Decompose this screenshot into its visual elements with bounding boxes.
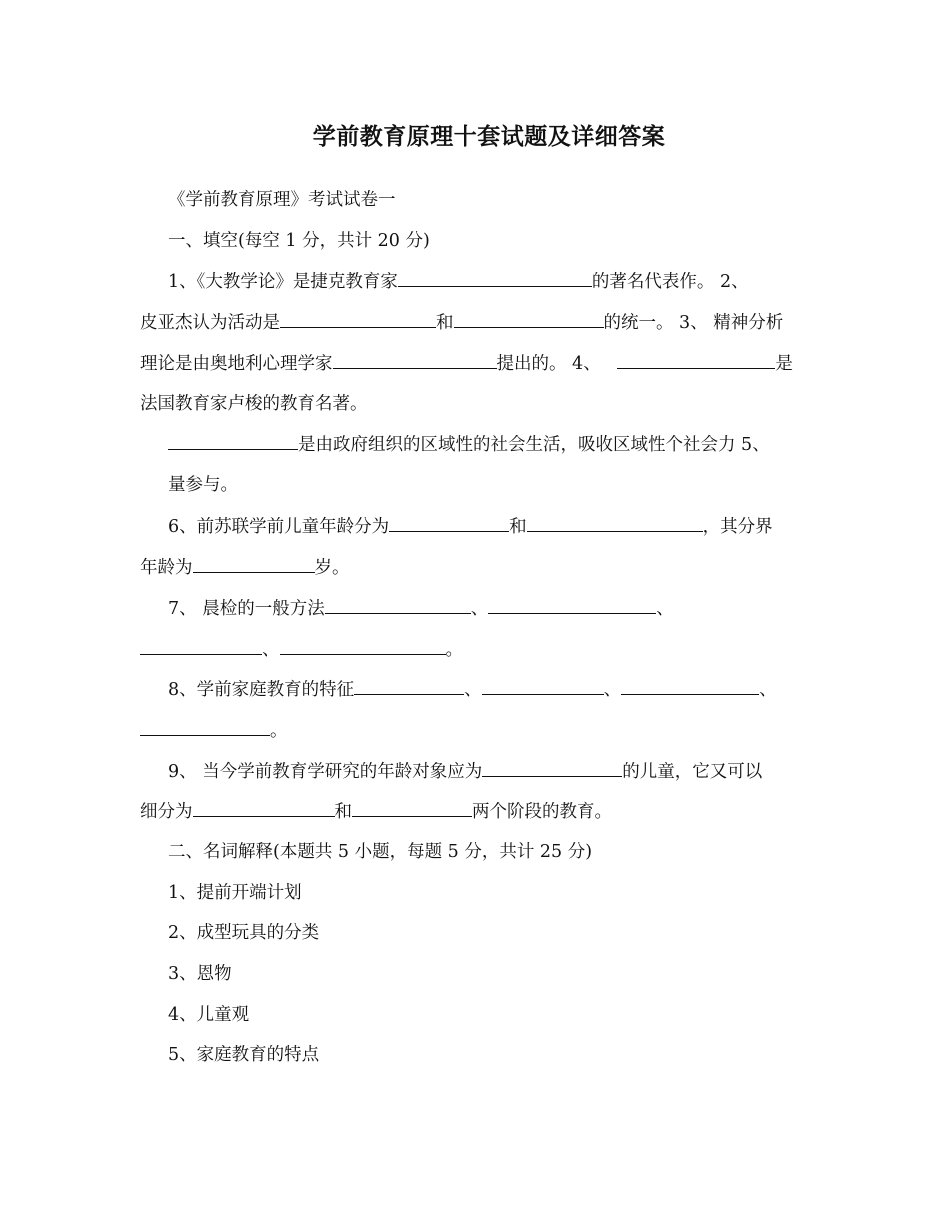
separator: 、 xyxy=(464,680,482,700)
q6-and: 和 xyxy=(509,517,527,537)
q9-and: 和 xyxy=(334,802,352,822)
q2-text: 皮亚杰认为活动是 xyxy=(140,313,280,333)
term-item: 4、儿童观 xyxy=(168,1005,250,1025)
q7-text: 7、 晨检的一般方法 xyxy=(168,599,325,619)
answer-blank xyxy=(527,514,703,532)
q1-text-end: 的著名代表作。 2、 xyxy=(591,272,749,292)
term-item: 3、恩物 xyxy=(168,964,232,984)
question-2-line xyxy=(140,310,783,335)
q2-text-end: 的统一。 3、 精神分析 xyxy=(603,313,784,333)
answer-blank xyxy=(333,351,497,369)
period: 。 xyxy=(445,640,463,660)
answer-blank xyxy=(398,269,592,287)
answer-blank xyxy=(482,759,622,777)
separator: 、 xyxy=(759,680,777,700)
answer-blank xyxy=(140,637,262,655)
section1-heading: 一、填空(每空 1 分，共计 20 分) xyxy=(168,231,430,251)
q9-text-end: 两个阶段的教育。 xyxy=(472,802,612,822)
question-7-line-2 xyxy=(140,637,463,662)
section2-heading: 二、名词解释(本题共 5 小题，每题 5 分，共计 25 分) xyxy=(168,842,593,862)
answer-blank xyxy=(193,555,315,573)
term-item: 2、成型玩具的分类 xyxy=(168,923,320,943)
exam-name: 《学前教育原理》考试试卷一 xyxy=(168,190,396,210)
answer-blank xyxy=(280,310,436,328)
question-3-line xyxy=(140,351,793,376)
q5-text: 是由政府组织的区域性的社会生活，吸收区域性个社会力 5、 xyxy=(298,435,770,455)
answer-blank xyxy=(482,677,604,695)
question-5-line xyxy=(168,432,770,457)
answer-blank xyxy=(488,596,656,614)
q6-age-text: 年龄为 xyxy=(140,558,193,578)
q9-subdivide: 细分为 xyxy=(140,802,193,822)
answer-blank xyxy=(168,432,298,450)
question-8-line xyxy=(168,677,777,702)
question-9-line-2 xyxy=(140,799,612,824)
answer-blank xyxy=(280,637,446,655)
q6-text: 6、前苏联学前儿童年龄分为 xyxy=(168,517,390,537)
q3-text-end: 提出的。 4、 xyxy=(496,354,601,374)
question-5-line-2: 量参与。 xyxy=(168,475,238,495)
q6-age-unit: 岁。 xyxy=(314,558,350,578)
separator: 、 xyxy=(656,599,674,619)
answer-blank xyxy=(389,514,509,532)
answer-blank xyxy=(354,677,464,695)
q3-text: 理论是由奥地利心理学家 xyxy=(140,354,333,374)
answer-blank xyxy=(193,799,335,817)
q4-text: 是 xyxy=(775,354,793,374)
separator: 、 xyxy=(603,680,622,700)
period: 。 xyxy=(270,721,288,741)
q9-text: 9、 当今学前教育学研究的年龄对象应为 xyxy=(168,762,483,782)
q1-text: 1、《大教学论》是捷克教育家 xyxy=(168,272,398,292)
answer-blank xyxy=(140,718,270,736)
q6-text-end: ，其分界 xyxy=(702,517,773,537)
question-8-line-2 xyxy=(140,718,288,743)
page-title: 学前教育原理十套试题及详细答案 xyxy=(312,123,666,150)
question-9-line xyxy=(168,759,762,784)
term-item: 5、家庭教育的特点 xyxy=(168,1045,320,1065)
answer-blank xyxy=(352,799,472,817)
answer-blank xyxy=(454,310,604,328)
question-7-line xyxy=(168,596,674,621)
separator: 、 xyxy=(262,640,280,660)
question-4-line: 法国教育家卢梭的教育名著。 xyxy=(140,394,368,414)
q2-and: 和 xyxy=(436,313,454,333)
answer-blank xyxy=(621,677,759,695)
q9-text-mid: 的儿童，它又可以 xyxy=(622,762,763,782)
question-6-line-2 xyxy=(140,555,350,580)
question-6-line xyxy=(168,514,773,539)
q8-text: 8、学前家庭教育的特征 xyxy=(168,680,355,700)
separator: 、 xyxy=(470,599,489,619)
answer-blank xyxy=(617,351,775,369)
question-1-line xyxy=(168,269,749,294)
answer-blank xyxy=(325,596,471,614)
term-item: 1、提前开端计划 xyxy=(168,883,302,903)
